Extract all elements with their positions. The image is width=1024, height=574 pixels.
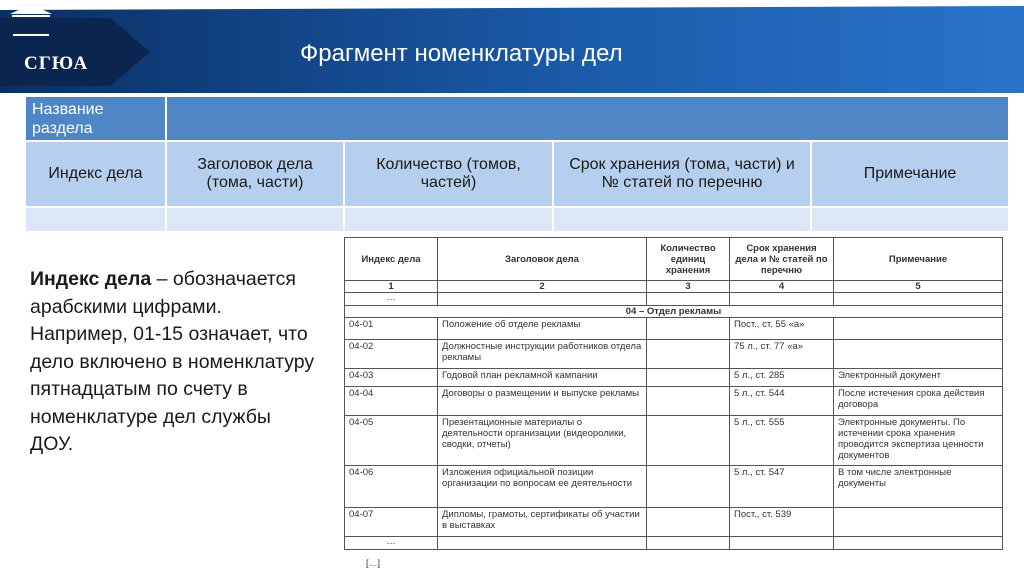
section-name-cell: Название раздела [25,96,166,141]
empty-cell [553,207,811,232]
scan-header-count: Количество единиц хранения [647,238,730,281]
column-index: Индекс дела [25,141,166,207]
nomenclature-header-table [24,95,1010,233]
scan-section-title: 04 – Отдел рекламы [345,306,1003,318]
table-row [345,466,1003,508]
scan-col-number: 5 [834,281,1003,293]
table-row [345,508,1003,537]
column-note: Примечание [811,141,1009,207]
row-index: 04-05 [345,416,438,466]
row-note [834,340,1003,369]
row-index: 04-06 [345,466,438,508]
empty-cell [344,207,553,232]
row-term: 5 л., ст. 555 [730,416,834,466]
row-index: 04-01 [345,318,438,340]
scan-col-number: 3 [647,281,730,293]
column-title: Заголовок дела (тома, части) [166,141,344,207]
slide-header [0,0,1024,93]
table-row [345,387,1003,416]
row-term: 75 л., ст. 77 «а» [730,340,834,369]
table-row [345,369,1003,387]
row-term: 5 л., ст. 285 [730,369,834,387]
scan-col-number: 1 [345,281,438,293]
description-term: Индекс дела [30,268,152,290]
table-row [345,340,1003,369]
row-term: 5 л., ст. 547 [730,466,834,508]
row-note: Электронные документы. По истечении срока хранения проводится экспертиза ценности документов [834,416,1003,466]
row-title: Положение об отделе рекламы [438,318,647,340]
row-title: Годовой план рекламной кампании [438,369,647,387]
row-note: Электронный документ [834,369,1003,387]
nomenclature-scan [344,237,1002,552]
logo-text: СГЮА [24,53,89,74]
empty-cell [811,207,1009,232]
row-count [647,466,730,508]
building-icon [0,0,62,40]
row-index: 04-07 [345,508,438,537]
row-title: Договоры о размещении и выпуске рекламы [438,387,647,416]
row-title: Изложения официальной позиции организации по вопросам ее деятельности [438,466,647,508]
scan-header-index: Индекс дела [345,238,438,281]
scan-col-number: 2 [438,281,647,293]
row-index: 04-03 [345,369,438,387]
row-term: 5 л., ст. 544 [730,387,834,416]
section-name-value [166,96,1009,141]
empty-cell [166,207,344,232]
scan-header-term: Срок хранения дела и № статей по перечню [730,238,834,281]
scan-header-title: Заголовок дела [438,238,647,281]
row-count [647,318,730,340]
row-index: 04-02 [345,340,438,369]
scan-ellipsis: … [345,293,438,306]
index-description [30,266,315,459]
row-count [647,508,730,537]
row-title: Должностные инструкции работников отдела рекламы [438,340,647,369]
row-title: Дипломы, грамоты, сертификаты об участии в выставках [438,508,647,537]
table-row [345,416,1003,466]
row-title: Презентационные материалы о деятельности организации (видеоролики, сводки, отчеты) [438,416,647,466]
row-count [647,369,730,387]
page-title: Фрагмент номенклатуры дел [300,40,623,67]
row-note: В том числе электронные документы [834,466,1003,508]
scan-ellipsis: … [345,537,438,550]
description-text: – обозначается арабскими цифрами. Например, 01-15 означает, что дело включено в номенклатуру пятнадцатым по счету в номенклатуре дел службы ДОУ. [30,268,315,455]
scan-header-note: Примечание [834,238,1003,281]
row-count [647,416,730,466]
row-note: После истечения срока действия договора [834,387,1003,416]
row-note [834,508,1003,537]
scan-col-number: 4 [730,281,834,293]
row-term: Пост., ст. 539 [730,508,834,537]
row-term: Пост., ст. 55 «а» [730,318,834,340]
row-count [647,340,730,369]
table-row [345,318,1003,340]
scan-footer: […] [366,558,381,568]
column-count: Количество (томов, частей) [344,141,553,207]
row-note [834,318,1003,340]
row-index: 04-04 [345,387,438,416]
empty-cell [25,207,166,232]
row-count [647,387,730,416]
column-term: Срок хранения (тома, части) и № статей по перечню [553,141,811,207]
